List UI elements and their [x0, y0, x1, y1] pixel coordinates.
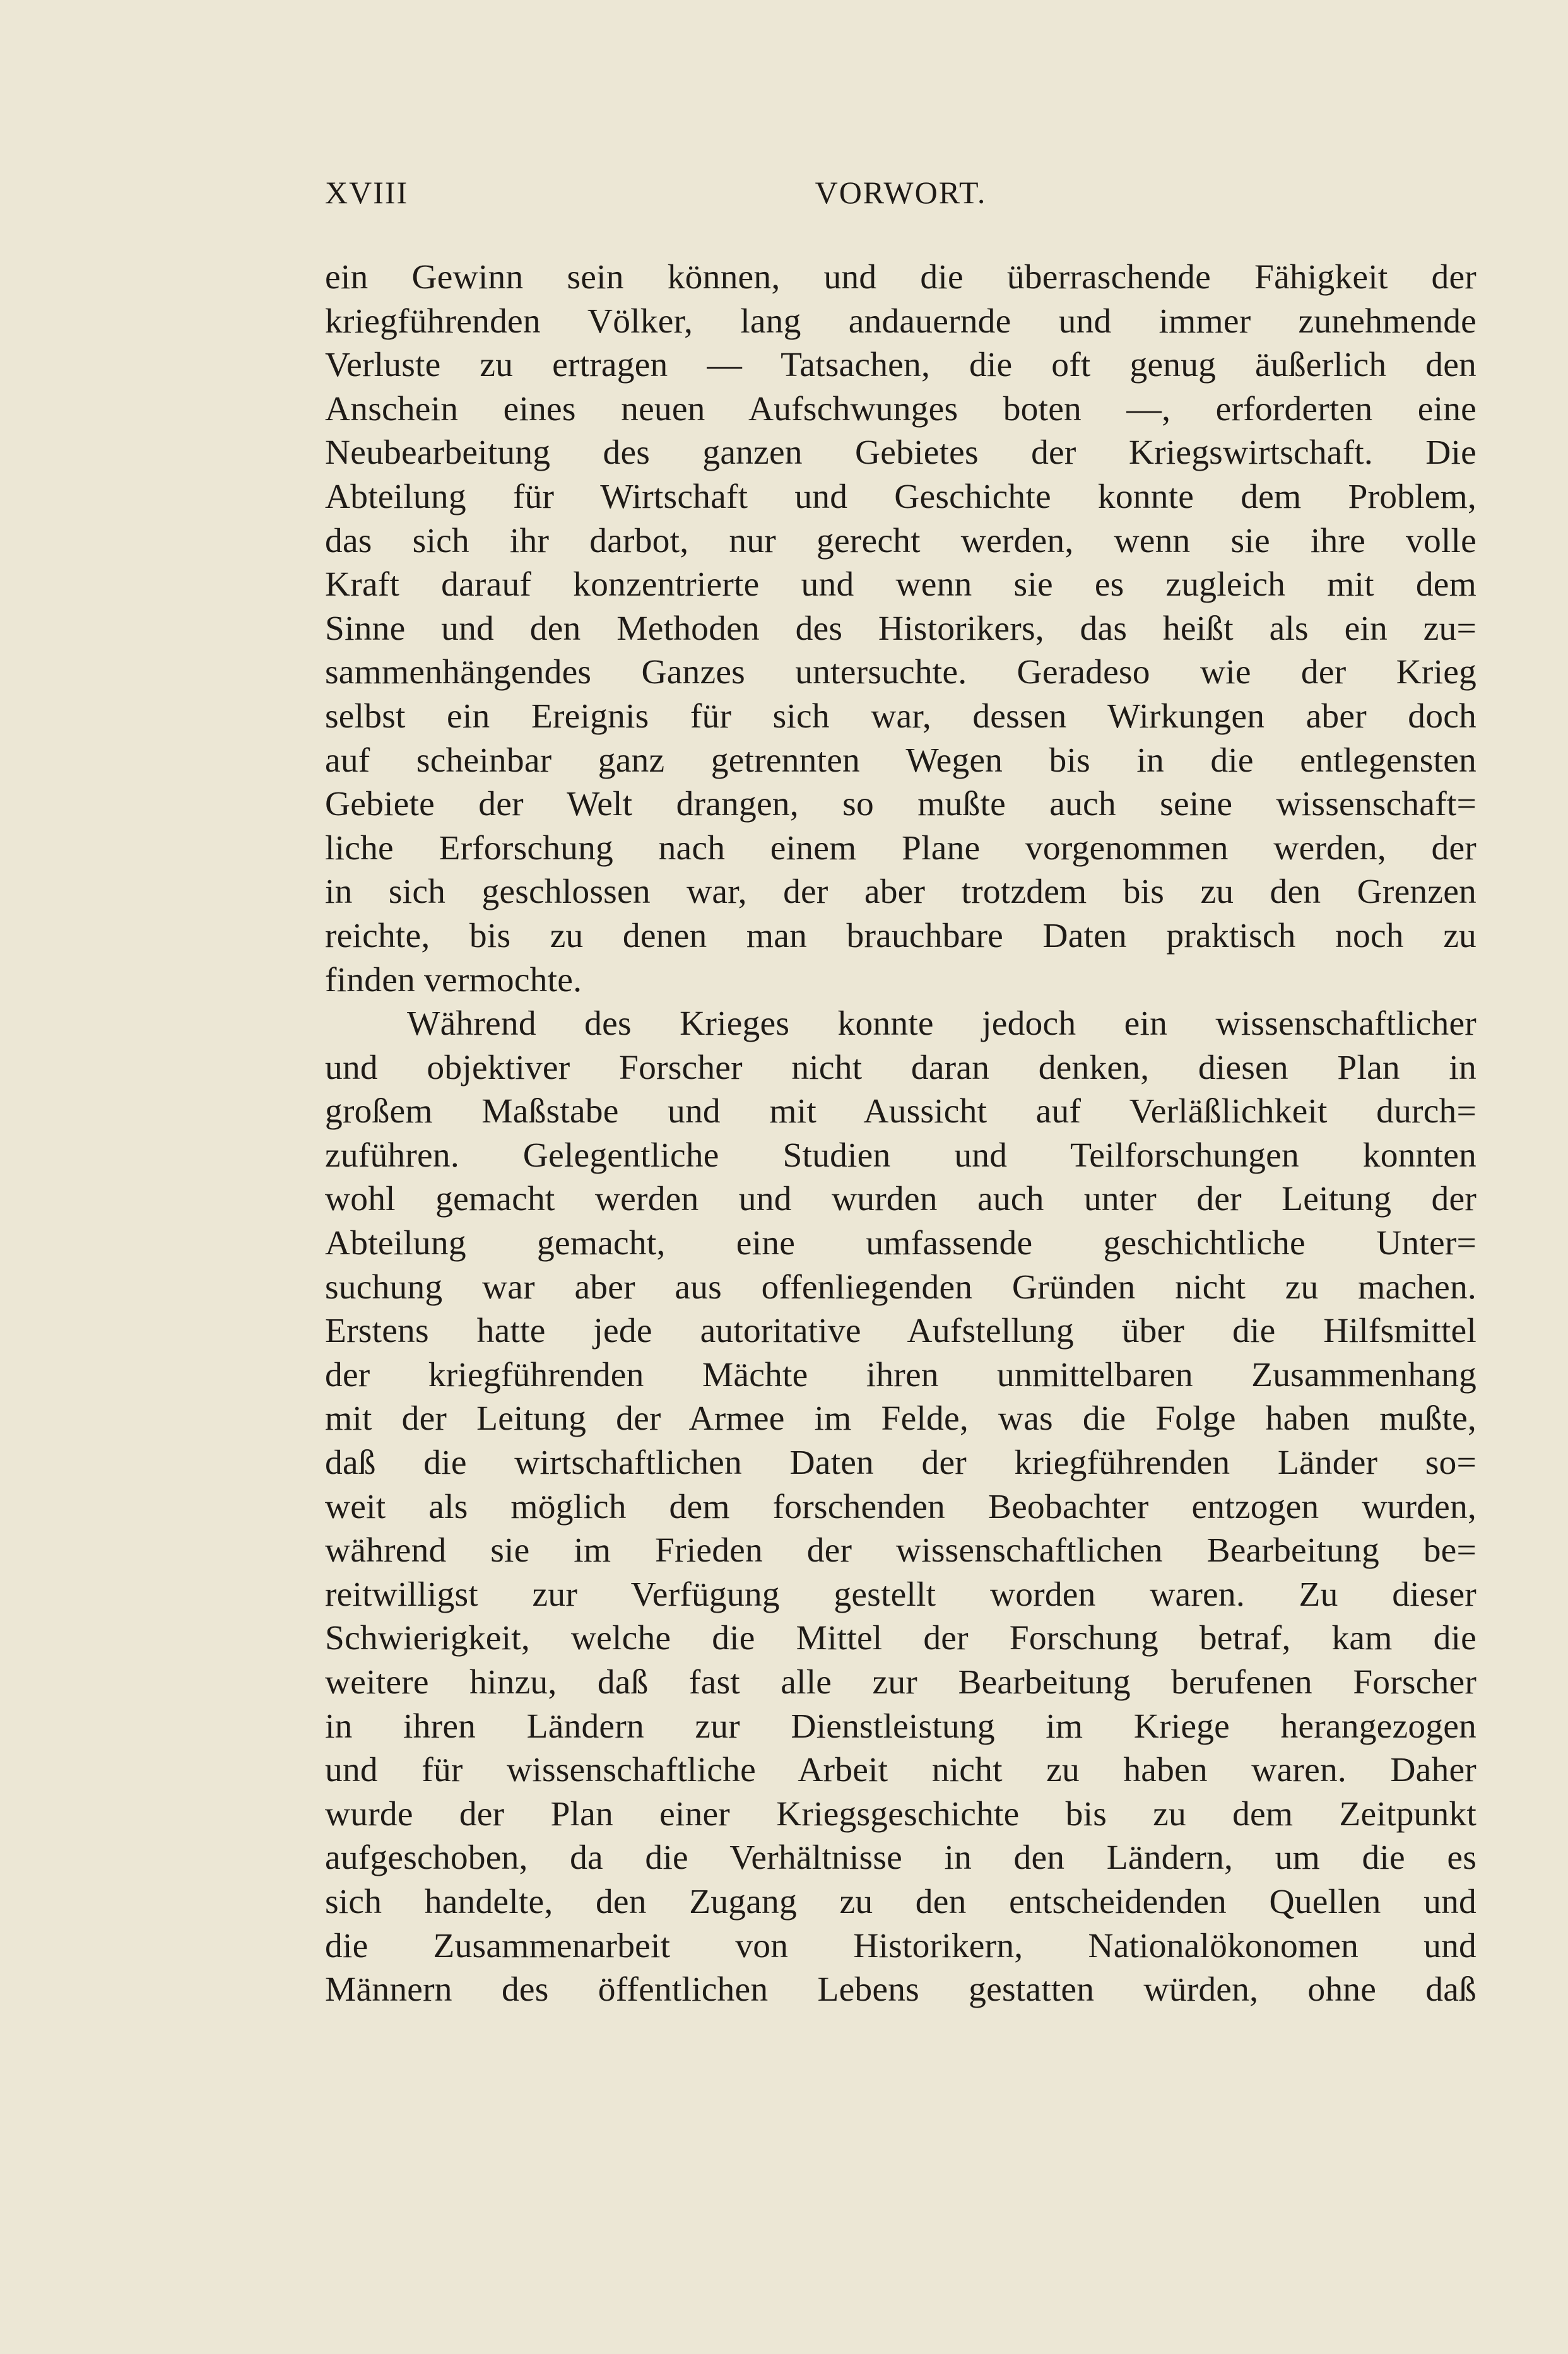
text-line: weitere hinzu, daß fast alle zur Bearbeitung berufenen Forscher — [325, 1663, 1477, 1702]
text-line: Schwierigkeit, welche die Mittel der Forschung betraf, kam die — [325, 1619, 1477, 1658]
text-line: und objektiver Forscher nicht daran denken, diesen Plan in — [325, 1048, 1477, 1087]
text-line: finden vermochte. — [325, 960, 582, 999]
text-line: die Zusammenarbeit von Historikern, Nationalökonomen und — [325, 1926, 1477, 1965]
page-number: XVIII — [325, 175, 409, 210]
text-line: daß die wirtschaftlichen Daten der kriegführenden Länder so= — [325, 1444, 1477, 1483]
text-line: Männern des öffentlichen Lebens gestatten würden, ohne daß — [325, 1970, 1477, 2010]
text-line: in sich geschlossen war, der aber trotzdem bis zu den Grenzen — [325, 873, 1477, 912]
text-line: Neubearbeitung des ganzen Gebietes der Kriegswirtschaft. Die — [325, 433, 1477, 473]
text-line: Sinne und den Methoden des Historikers, das heißt als ein zu= — [325, 609, 1477, 648]
text-line: auf scheinbar ganz getrennten Wegen bis in die entlegensten — [325, 741, 1477, 780]
text-line: sich handelte, den Zugang zu den entscheidenden Quellen und — [325, 1882, 1477, 1921]
text-line: aufgeschoben, da die Verhältnisse in den Ländern, um die es — [325, 1839, 1477, 1878]
paragraph — [325, 1002, 1477, 2012]
page-header — [325, 174, 1477, 225]
text-line: Während des Krieges konnte jedoch ein wissenschaftlicher — [407, 1004, 1477, 1044]
text-line: Verluste zu ertragen — Tatsachen, die oft genug äußerlich den — [325, 346, 1477, 385]
text-line: liche Erforschung nach einem Plane vorgenommen werden, der — [325, 828, 1477, 868]
text-line: suchung war aber aus offenliegenden Gründen nicht zu machen. — [325, 1268, 1477, 1307]
text-line: Erstens hatte jede autoritative Aufstellung über die Hilfsmittel — [325, 1312, 1477, 1351]
text-line: zuführen. Gelegentliche Studien und Teilforschungen konnten — [325, 1136, 1477, 1175]
text-line: kriegführenden Völker, lang andauernde und immer zunehmende — [325, 302, 1477, 341]
running-head: VORWORT. — [815, 175, 987, 210]
text-line: wohl gemacht werden und wurden auch unter der Leitung der — [325, 1180, 1477, 1219]
text-line: Abteilung für Wirtschaft und Geschichte konnte dem Problem, — [325, 477, 1477, 516]
text-line: der kriegführenden Mächte ihren unmittelbaren Zusammenhang — [325, 1355, 1477, 1394]
text-line: weit als möglich dem forschenden Beobachter entzogen wurden, — [325, 1487, 1477, 1526]
text-line: wurde der Plan einer Kriegsgeschichte bis zu dem Zeitpunkt — [325, 1794, 1477, 1833]
text-line: reitwilligst zur Verfügung gestellt worden waren. Zu dieser — [325, 1575, 1477, 1614]
text-line: sammenhängendes Ganzes untersuchte. Geradeso wie der Krieg — [325, 653, 1477, 692]
text-line: in ihren Ländern zur Dienstleistung im Kriege herangezogen — [325, 1707, 1477, 1746]
text-line: Abteilung gemacht, eine umfassende geschichtliche Unter= — [325, 1224, 1477, 1263]
text-line: ein Gewinn sein können, und die überraschende Fähigkeit der — [325, 258, 1477, 297]
text-line: Gebiete der Welt drangen, so mußte auch seine wissenschaft= — [325, 785, 1477, 824]
text-line: und für wissenschaftliche Arbeit nicht zu haben waren. Daher — [325, 1751, 1477, 1790]
text-line: reichte, bis zu denen man brauchbare Daten praktisch noch zu — [325, 916, 1477, 955]
text-line: großem Maßstabe und mit Aussicht auf Verläßlichkeit durch= — [325, 1092, 1477, 1131]
text-line: Kraft darauf konzentrierte und wenn sie es zugleich mit dem — [325, 565, 1477, 604]
body-text — [325, 256, 1477, 2012]
paragraph — [325, 256, 1477, 1002]
text-line: mit der Leitung der Armee im Felde, was die Folge haben mußte, — [325, 1399, 1477, 1439]
text-line: selbst ein Ereignis für sich war, dessen Wirkungen aber doch — [325, 697, 1477, 736]
text-line: das sich ihr darbot, nur gerecht werden, wenn sie ihre volle — [325, 521, 1477, 560]
text-line: während sie im Frieden der wissenschaftlichen Bearbeitung be= — [325, 1531, 1477, 1570]
text-line: Anschein eines neuen Aufschwunges boten —, erforderten eine — [325, 389, 1477, 428]
